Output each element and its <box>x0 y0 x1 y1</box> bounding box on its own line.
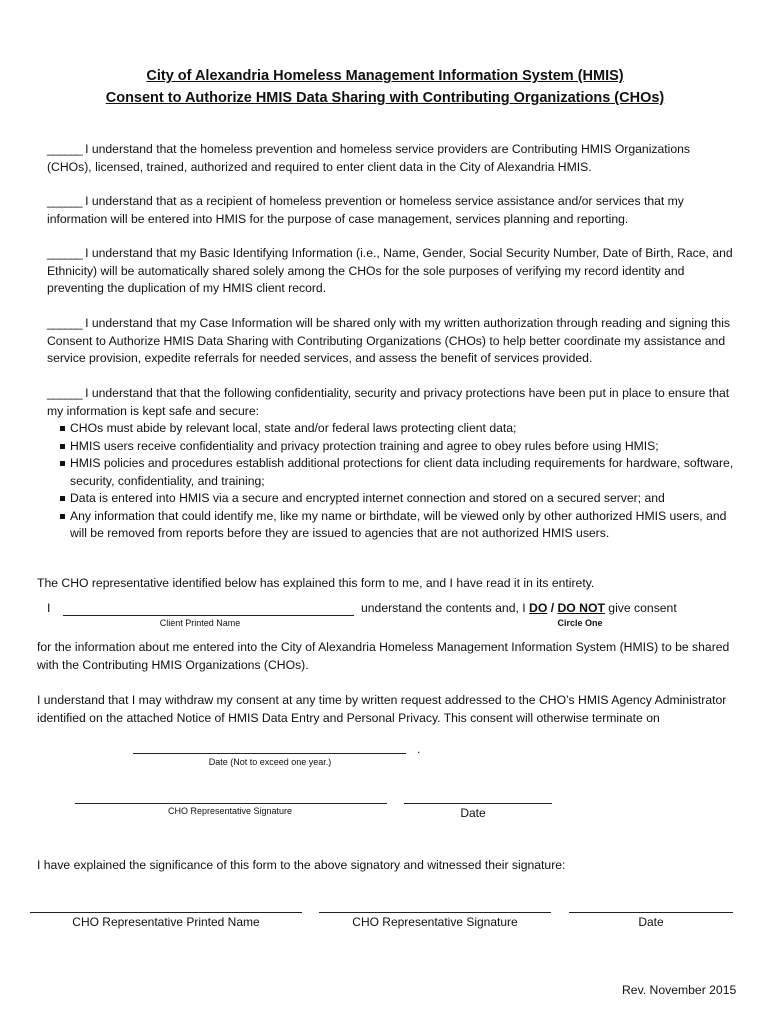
list-item: HMIS policies and procedures establish additional protections for client data including requirements for hardware, software, security, confidentiality, and training; <box>47 455 737 490</box>
consent-intro: The CHO representative identified below has explained this form to me, and I have read it in its entirety. <box>37 576 595 590</box>
statement-5 <box>47 385 737 543</box>
witness-signature-line[interactable] <box>319 912 551 913</box>
initial-blank-4[interactable]: ______ <box>47 316 82 330</box>
consent-continuation: for the information about me entered into the City of Alexandria Homeless Management Information System (HMIS) to be shared with the Contributing HMIS Organizations (CHOs). <box>37 640 730 672</box>
termination-date-line[interactable] <box>133 753 406 754</box>
witness-printed-name-label: CHO Representative Printed Name <box>72 915 260 929</box>
withdraw-statement: I understand that I may withdraw my consent at any time by written request addressed to the CHO’s HMIS Agency Administrator identified on the attached Notice of HMIS Data Entry and Personal Privacy. This consent will otherwise terminate on <box>37 693 727 725</box>
statement-2-text: I understand that as a recipient of homeless prevention or homeless service assistance and/or services that my information will be entered into HMIS for the purpose of case management, services planning and reporting. <box>47 194 684 226</box>
cho-rep-signature-label: CHO Representative Signature <box>167 806 293 816</box>
form-title: City of Alexandria Homeless Management Information System (HMIS) <box>146 68 624 84</box>
do-not-option[interactable]: DO NOT <box>557 601 605 615</box>
statement-1-text: I understand that the homeless prevention and homeless service providers are Contributing HMIS Organizations (CHOs), licensed, trained, authorized and required to enter client data in the City of Alexandria HMIS. <box>47 142 691 174</box>
list-item: Any information that could identify me, like my name or birthdate, will be viewed only by other authorized HMIS users, and will be removed from reports before they are issued to agencies that are not authorized HMIS users. <box>47 508 737 543</box>
give-consent-text: give consent <box>608 601 677 615</box>
statement-5-text: I understand that that the following confidentiality, security and privacy protections have been put in place to ensure that my information is kept safe and secure: <box>47 386 730 418</box>
statement-1 <box>47 141 737 176</box>
date-label-1: Date <box>460 806 486 820</box>
statement-2 <box>47 193 737 228</box>
do-option[interactable]: DO <box>529 601 548 615</box>
list-item: Data is entered into HMIS via a secure and encrypted internet connection and stored on a secured server; and <box>47 490 737 508</box>
understand-text: understand the contents and, I <box>361 601 526 615</box>
list-item: HMIS users receive confidentiality and privacy protection training and agree to obey rules before using HMIS; <box>47 438 737 456</box>
statement-3-text: I understand that my Basic Identifying Information (i.e., Name, Gender, Social Security Number, Date of Birth, Race, and Ethnicity) will be automatically shared solely among the CHOs for the sole purposes of verifying my record identity and preventing the duplication of my HMIS client record. <box>47 246 733 295</box>
signature-date-line[interactable] <box>404 803 552 804</box>
consent-choice <box>361 601 677 615</box>
i-label: I <box>47 601 51 615</box>
slash-separator: / <box>550 601 555 615</box>
witness-name-line[interactable] <box>30 912 302 913</box>
witness-date-label: Date <box>638 915 664 929</box>
list-item: CHOs must abide by relevant local, state and/or federal laws protecting client data; <box>47 420 737 438</box>
witness-date-line[interactable] <box>569 912 733 913</box>
date-note-label: Date (Not to exceed one year.) <box>208 757 332 767</box>
form-subtitle: Consent to Authorize HMIS Data Sharing with Contributing Organizations (CHOs) <box>105 90 665 106</box>
witness-signature-label: CHO Representative Signature <box>352 915 518 929</box>
initial-blank-2[interactable]: ______ <box>47 194 82 208</box>
initial-blank-1[interactable]: ______ <box>47 142 82 156</box>
initial-blank-3[interactable]: ______ <box>47 246 82 260</box>
client-printed-name-label: Client Printed Name <box>159 618 241 628</box>
statement-3 <box>47 245 737 298</box>
cho-signature-line[interactable] <box>75 803 387 804</box>
statement-4-text: I understand that my Case Information will be shared only with my written authorization through reading and signing this Consent to Authorize HMIS Data Sharing with Contributing Organizations (CHOs) to help better coordinate my assistance and service provision, expedite referrals for needed services, and assess the benefit of services provided. <box>47 316 730 365</box>
circle-one-label: Circle One <box>557 618 603 628</box>
initial-blank-5[interactable]: ______ <box>47 386 82 400</box>
statement-4 <box>47 315 737 368</box>
revision-note: Rev. November 2015 <box>622 983 737 997</box>
period: . <box>417 742 421 756</box>
client-name-line[interactable] <box>63 615 354 616</box>
protections-list <box>47 420 737 543</box>
witness-statement: I have explained the significance of this form to the above signatory and witnessed their signature: <box>37 858 566 872</box>
